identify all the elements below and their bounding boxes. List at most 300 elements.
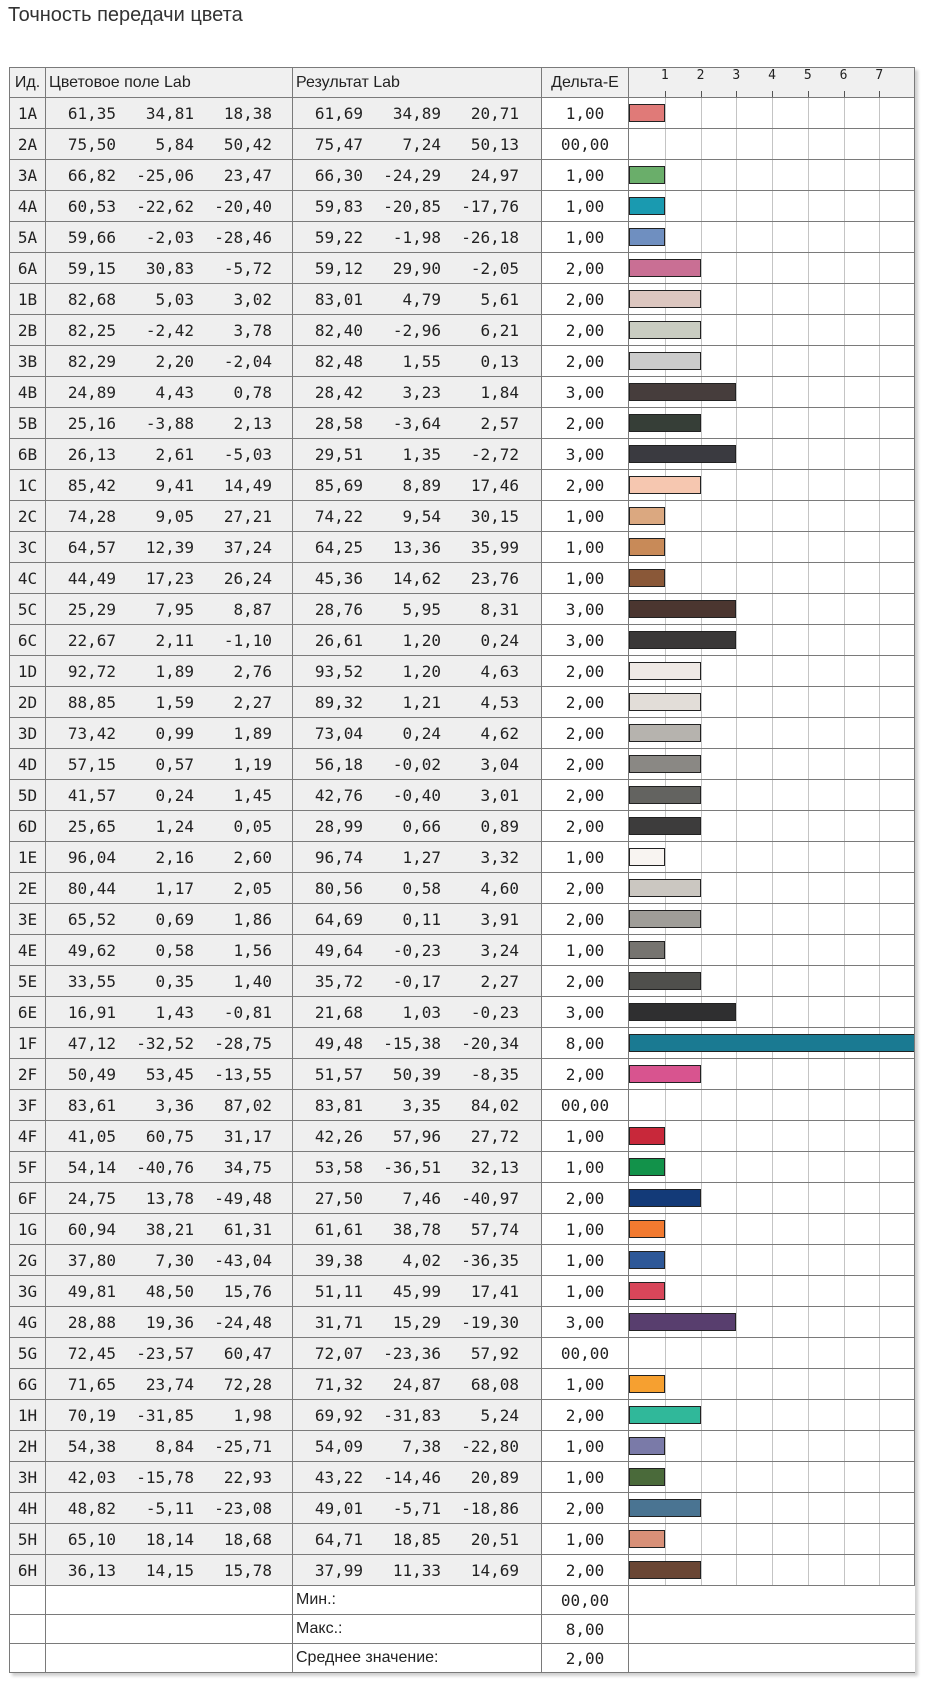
tick-label: 5 [803, 68, 812, 83]
result-value: 24,97 [470, 165, 519, 185]
grid-line [772, 966, 773, 996]
delta-e-bar [629, 1220, 665, 1238]
lab-value: 85,42 [67, 475, 116, 495]
grid-line [844, 625, 845, 655]
delta-e-bar [629, 1127, 665, 1145]
lab-value: 41,57 [67, 785, 116, 805]
lab-value: 44,49 [67, 568, 116, 588]
grid-line [772, 625, 773, 655]
patch-id: 1H [9, 1400, 45, 1430]
summary-row [9, 1644, 915, 1673]
grid-line [665, 191, 666, 221]
lab-value: -32,52 [136, 1033, 194, 1053]
grid-line [665, 563, 666, 593]
result-values [292, 1152, 541, 1182]
result-value: 34,89 [392, 103, 441, 123]
tick-mark [808, 91, 809, 97]
lab-value: 19,36 [145, 1312, 194, 1332]
result-value: 68,08 [470, 1374, 519, 1394]
lab-values [45, 470, 292, 500]
grid-line [808, 1400, 809, 1430]
lab-value: 1,89 [233, 723, 272, 743]
result-values [292, 408, 541, 438]
lab-value: 65,10 [67, 1529, 116, 1549]
grid-line [772, 749, 773, 779]
result-value: -18,86 [461, 1498, 519, 1518]
patch-id: 3F [9, 1090, 45, 1120]
grid-line [879, 842, 880, 872]
grid-line [879, 1245, 880, 1275]
grid-line [879, 1214, 880, 1244]
table-row [9, 346, 915, 377]
grid-line [736, 470, 737, 500]
lab-value: 41,05 [67, 1126, 116, 1146]
lab-values [45, 625, 292, 655]
grid-line [736, 1121, 737, 1151]
result-values [292, 873, 541, 903]
grid-line [844, 98, 845, 128]
delta-e-bar [629, 538, 665, 556]
grid-line [772, 315, 773, 345]
grid-line [772, 129, 773, 159]
lab-values [45, 129, 292, 159]
grid-line [879, 98, 880, 128]
result-value: 2,57 [480, 413, 519, 433]
result-value: 96,74 [314, 847, 363, 867]
result-value: 59,83 [314, 196, 363, 216]
lab-value: 16,91 [67, 1002, 116, 1022]
grid-line [772, 284, 773, 314]
bar-cell [629, 222, 915, 252]
bar-cell [629, 966, 915, 996]
table-row [9, 1028, 915, 1059]
patch-id: 6C [9, 625, 45, 655]
lab-value: 5,03 [155, 289, 194, 309]
table-row [9, 1493, 915, 1524]
grid-line [844, 656, 845, 686]
delta-e-value: 3,00 [541, 594, 629, 624]
delta-e-value: 2,00 [541, 811, 629, 841]
grid-line [736, 222, 737, 252]
delta-e-value: 1,00 [541, 160, 629, 190]
grid-line [844, 563, 845, 593]
lab-value: 50,49 [67, 1064, 116, 1084]
tick-label: 1 [660, 68, 669, 83]
grid-line [701, 873, 702, 903]
delta-e-bar [629, 1189, 701, 1207]
result-values [292, 1369, 541, 1399]
lab-value: 73,42 [67, 723, 116, 743]
lab-value: 82,25 [67, 320, 116, 340]
grid-line [879, 935, 880, 965]
summary-blank [9, 1644, 45, 1672]
result-value: 28,99 [314, 816, 363, 836]
lab-value: 87,02 [223, 1095, 272, 1115]
lab-value: -5,03 [223, 444, 272, 464]
delta-e-value: 3,00 [541, 377, 629, 407]
bar-cell [629, 1493, 915, 1523]
grid-line [665, 1121, 666, 1151]
table-row [9, 749, 915, 780]
lab-value: 74,28 [67, 506, 116, 526]
bar-cell [629, 253, 915, 283]
lab-value: 9,05 [155, 506, 194, 526]
delta-e-value: 1,00 [541, 1462, 629, 1492]
tick-mark [701, 91, 702, 97]
lab-value: 49,62 [67, 940, 116, 960]
result-value: 14,69 [470, 1560, 519, 1580]
grid-line [844, 780, 845, 810]
patch-id: 1C [9, 470, 45, 500]
bar-cell [629, 1214, 915, 1244]
grid-line [879, 439, 880, 469]
grid-line [808, 253, 809, 283]
lab-value: 2,20 [155, 351, 194, 371]
grid-line [808, 935, 809, 965]
result-value: -2,96 [392, 320, 441, 340]
grid-line [736, 129, 737, 159]
summary-blank [45, 1644, 292, 1672]
delta-e-bar [629, 1561, 701, 1579]
patch-id: 2D [9, 687, 45, 717]
patch-id: 1G [9, 1214, 45, 1244]
grid-line [772, 1338, 773, 1368]
result-value: -23,36 [383, 1343, 441, 1363]
table-row [9, 904, 915, 935]
table-row [9, 1400, 915, 1431]
result-value: 17,41 [470, 1281, 519, 1301]
tick-label: 4 [768, 68, 776, 83]
grid-line [808, 191, 809, 221]
delta-e-value: 2,00 [541, 253, 629, 283]
lab-value: 48,82 [67, 1498, 116, 1518]
delta-e-bar [629, 817, 701, 835]
result-value: 73,04 [314, 723, 363, 743]
bar-cell [629, 749, 915, 779]
grid-line [808, 1245, 809, 1275]
result-value: -2,72 [470, 444, 519, 464]
patch-id: 5H [9, 1524, 45, 1554]
grid-line [772, 1090, 773, 1120]
grid-line [879, 1090, 880, 1120]
summary-block [9, 1586, 915, 1673]
result-values [292, 222, 541, 252]
grid-line [879, 749, 880, 779]
result-value: 0,66 [402, 816, 441, 836]
result-value: -0,40 [392, 785, 441, 805]
lab-values [45, 842, 292, 872]
table-row [9, 1524, 915, 1555]
table-row [9, 1431, 915, 1462]
grid-line [665, 1369, 666, 1399]
result-values [292, 1431, 541, 1461]
patch-id: 2C [9, 501, 45, 531]
grid-line [808, 1338, 809, 1368]
summary-spacer [629, 1586, 915, 1614]
grid-line [879, 1462, 880, 1492]
result-value: 57,92 [470, 1343, 519, 1363]
grid-line [665, 501, 666, 531]
result-value: -36,35 [461, 1250, 519, 1270]
grid-line [701, 563, 702, 593]
patch-id: 1E [9, 842, 45, 872]
result-value: 1,55 [402, 351, 441, 371]
lab-values [45, 191, 292, 221]
summary-row [9, 1586, 915, 1615]
grid-line [736, 997, 737, 1027]
grid-line [701, 1245, 702, 1275]
lab-values [45, 253, 292, 283]
grid-line [701, 687, 702, 717]
grid-line [736, 439, 737, 469]
delta-e-bar [629, 321, 701, 339]
result-value: 45,99 [392, 1281, 441, 1301]
result-value: -20,34 [461, 1033, 519, 1053]
grid-line [808, 966, 809, 996]
summary-spacer [629, 1644, 915, 1672]
bar-cell [629, 408, 915, 438]
grid-line [879, 1431, 880, 1461]
result-values [292, 780, 541, 810]
grid-line [701, 346, 702, 376]
table-row [9, 780, 915, 811]
result-value: 49,01 [314, 1498, 363, 1518]
delta-e-bar [629, 693, 701, 711]
table-row [9, 470, 915, 501]
delta-e-value: 2,00 [541, 408, 629, 438]
bar-cell [629, 1028, 915, 1058]
delta-e-value: 1,00 [541, 563, 629, 593]
grid-line [879, 780, 880, 810]
lab-value: -15,78 [136, 1467, 194, 1487]
table-row [9, 842, 915, 873]
grid-line [879, 656, 880, 686]
grid-line [808, 687, 809, 717]
grid-line [808, 1555, 809, 1585]
table-row [9, 1152, 915, 1183]
result-values [292, 1183, 541, 1213]
lab-value: 2,11 [155, 630, 194, 650]
delta-e-bar [629, 1437, 665, 1455]
lab-value: -20,40 [214, 196, 272, 216]
grid-line [808, 1152, 809, 1182]
result-value: 45,36 [314, 568, 363, 588]
grid-line [808, 656, 809, 686]
result-value: 5,24 [480, 1405, 519, 1425]
grid-line [879, 160, 880, 190]
delta-e-value: 2,00 [541, 284, 629, 314]
result-value: 28,76 [314, 599, 363, 619]
delta-e-value: 00,00 [541, 1090, 629, 1120]
lab-value: 3,02 [233, 289, 272, 309]
lab-values [45, 1369, 292, 1399]
lab-value: -31,85 [136, 1405, 194, 1425]
lab-value: 36,13 [67, 1560, 116, 1580]
grid-line [844, 904, 845, 934]
grid-line [844, 129, 845, 159]
table-row [9, 687, 915, 718]
grid-line [808, 749, 809, 779]
grid-line [736, 1524, 737, 1554]
delta-e-value: 2,00 [541, 1555, 629, 1585]
lab-values [45, 1121, 292, 1151]
result-value: 51,57 [314, 1064, 363, 1084]
lab-value: -28,46 [214, 227, 272, 247]
grid-line [665, 98, 666, 128]
delta-e-bar [629, 197, 665, 215]
lab-values [45, 1090, 292, 1120]
lab-values [45, 1431, 292, 1461]
lab-value: 26,13 [67, 444, 116, 464]
grid-line [879, 687, 880, 717]
delta-e-value: 1,00 [541, 191, 629, 221]
lab-value: 66,82 [67, 165, 116, 185]
grid-line [879, 501, 880, 531]
bar-cell [629, 811, 915, 841]
patch-id: 6D [9, 811, 45, 841]
lab-value: -5,11 [145, 1498, 194, 1518]
bar-cell [629, 935, 915, 965]
grid-line [665, 1214, 666, 1244]
delta-e-value: 2,00 [541, 749, 629, 779]
lab-value: 47,12 [67, 1033, 116, 1053]
tick-label: 2 [696, 68, 705, 83]
lab-value: 70,19 [67, 1405, 116, 1425]
patch-id: 6B [9, 439, 45, 469]
grid-line [879, 532, 880, 562]
grid-line [808, 842, 809, 872]
grid-line [736, 904, 737, 934]
lab-value: 57,15 [67, 754, 116, 774]
result-value: 72,07 [314, 1343, 363, 1363]
result-value: 8,89 [402, 475, 441, 495]
lab-value: 61,35 [67, 103, 116, 123]
patch-id: 4B [9, 377, 45, 407]
lab-value: 2,16 [155, 847, 194, 867]
grid-line [879, 377, 880, 407]
result-value: 11,33 [392, 1560, 441, 1580]
delta-e-bar [629, 1282, 665, 1300]
result-value: 4,60 [480, 878, 519, 898]
result-value: 27,72 [470, 1126, 519, 1146]
grid-line [736, 594, 737, 624]
grid-line [808, 98, 809, 128]
bar-cell [629, 1121, 915, 1151]
bar-cell [629, 501, 915, 531]
table-row [9, 1090, 915, 1121]
grid-line [736, 1307, 737, 1337]
lab-value: 80,44 [67, 878, 116, 898]
grid-line [701, 780, 702, 810]
grid-line [844, 1245, 845, 1275]
delta-e-value: 1,00 [541, 1152, 629, 1182]
lab-values [45, 749, 292, 779]
grid-line [844, 594, 845, 624]
result-value: 32,13 [470, 1157, 519, 1177]
result-value: 42,26 [314, 1126, 363, 1146]
result-value: 38,78 [392, 1219, 441, 1239]
grid-line [879, 191, 880, 221]
lab-value: 38,21 [145, 1219, 194, 1239]
grid-line [879, 718, 880, 748]
lab-value: -25,71 [214, 1436, 272, 1456]
patch-id: 5A [9, 222, 45, 252]
grid-line [879, 873, 880, 903]
grid-line [808, 532, 809, 562]
lab-value: 18,14 [145, 1529, 194, 1549]
grid-line [844, 1059, 845, 1089]
patch-id: 1B [9, 284, 45, 314]
delta-e-bar [629, 972, 701, 990]
grid-line [665, 935, 666, 965]
patch-id: 2H [9, 1431, 45, 1461]
grid-line [844, 1555, 845, 1585]
lab-values [45, 284, 292, 314]
grid-line [772, 1307, 773, 1337]
patch-id: 2B [9, 315, 45, 345]
result-value: 0,24 [402, 723, 441, 743]
summary-label: Макс.: [292, 1615, 541, 1643]
result-value: 75,47 [314, 134, 363, 154]
table-row [9, 811, 915, 842]
bar-cell [629, 129, 915, 159]
grid-line [772, 1183, 773, 1213]
lab-value: 2,76 [233, 661, 272, 681]
result-value: 15,29 [392, 1312, 441, 1332]
delta-e-bar [629, 848, 665, 866]
grid-line [808, 501, 809, 531]
result-value: 3,35 [402, 1095, 441, 1115]
grid-line [736, 842, 737, 872]
result-value: -19,30 [461, 1312, 519, 1332]
lab-values [45, 315, 292, 345]
grid-line [844, 1431, 845, 1461]
delta-e-bar [629, 600, 736, 618]
lab-values [45, 160, 292, 190]
grid-line [772, 408, 773, 438]
grid-line [772, 98, 773, 128]
result-value: 80,56 [314, 878, 363, 898]
result-value: 6,21 [480, 320, 519, 340]
result-value: 18,85 [392, 1529, 441, 1549]
table-row [9, 1462, 915, 1493]
lab-value: 2,27 [233, 692, 272, 712]
delta-e-value: 3,00 [541, 439, 629, 469]
result-value: 21,68 [314, 1002, 363, 1022]
result-value: 42,76 [314, 785, 363, 805]
result-values [292, 1462, 541, 1492]
lab-values [45, 532, 292, 562]
result-value: 0,13 [480, 351, 519, 371]
lab-values [45, 656, 292, 686]
lab-value: -13,55 [214, 1064, 272, 1084]
grid-line [844, 315, 845, 345]
delta-e-value: 1,00 [541, 1121, 629, 1151]
result-values [292, 1524, 541, 1554]
grid-line [665, 160, 666, 190]
lab-values [45, 997, 292, 1027]
patch-id: 1D [9, 656, 45, 686]
result-values [292, 253, 541, 283]
grid-line [701, 315, 702, 345]
grid-line [808, 408, 809, 438]
lab-value: 31,17 [223, 1126, 272, 1146]
grid-line [879, 1152, 880, 1182]
delta-e-bar [629, 1499, 701, 1517]
result-value: 29,90 [392, 258, 441, 278]
result-value: 7,24 [402, 134, 441, 154]
patch-id: 5B [9, 408, 45, 438]
